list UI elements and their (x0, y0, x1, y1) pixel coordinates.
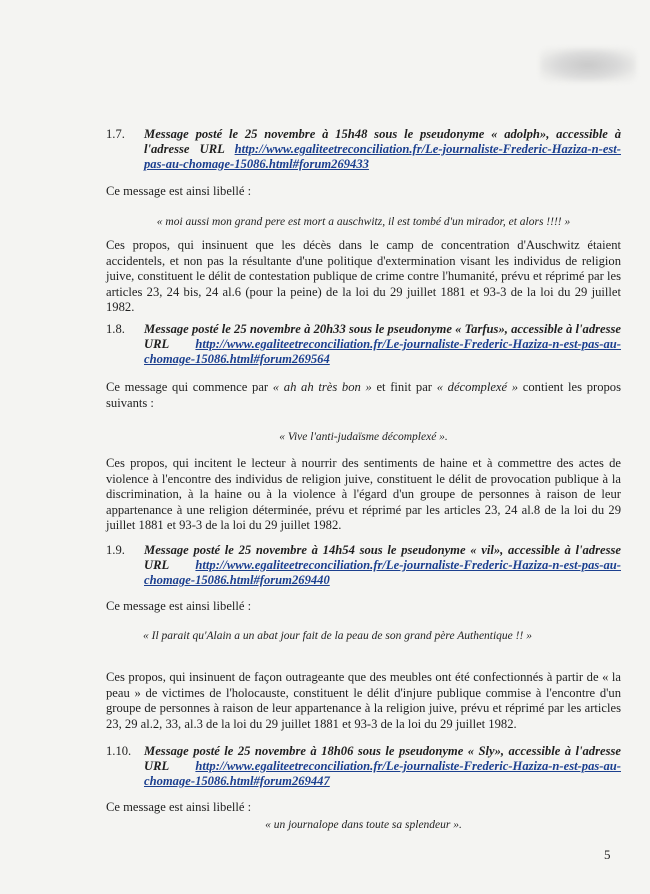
redacted-stamp (540, 48, 636, 82)
intro-text-part: Ce message qui commence par (106, 380, 273, 394)
section-title: Message posté le 25 novembre à 14h54 sous le pseudonyme « vil», accessible à l'adresse URL (144, 543, 621, 572)
quoted-message: « Vive l'anti-judaïsme décomplexé ». (279, 431, 448, 443)
intro-quote-start: « ah ah très bon » (272, 380, 372, 394)
legal-analysis: Ces propos, qui insinuent que les décès dans le camp de concentration d'Auschwitz étaient accidentels, et non pas la résultante d'une politique d'extermination visant les individus de religion juive, constituent le délit de contestation publique de crime contre l'humanité, prévu et réprimé par les articles 23, 24 bis, 24 al.6 (pour la peine) de la loi du 29 juillet 1881 et 93-3 de la loi du 29 juillet 1982. (106, 238, 621, 314)
section-heading (106, 744, 621, 789)
forum-link[interactable]: http://www.egaliteetreconciliation.fr/Le-journaliste-Frederic-Haziza-n-est-pas-au-chomage-15086.html#forum269433 (144, 142, 621, 171)
forum-link[interactable]: http://www.egaliteetreconciliation.fr/Le-journaliste-Frederic-Haziza-n-est-pas-au-chomage-15086.html#forum269564 (144, 337, 621, 366)
section-heading (106, 543, 621, 588)
legal-analysis: Ces propos, qui incitent le lecteur à nourrir des sentiments de haine et à commettre des actes de violence à l'encontre des individus de religion juive, constituent le délit de provocation publique à la discrimination, à la haine ou à la violence à l'égard d'un groupe de personnes à raison de leur appartenance à une religion déterminée, prévu et réprimé par les articles 23, 24 al.8 de la loi du 29 juillet 1881 et 93-3 de la loi du 29 juillet 1982. (106, 456, 621, 532)
section-title: Message posté le 25 novembre à 20h33 sous le pseudonyme « Tarfus», accessible à l'adresse URL (144, 322, 621, 351)
section-number: 1.10. (106, 744, 132, 758)
section-heading (106, 127, 621, 172)
section-number: 1.7. (106, 127, 125, 141)
section-number: 1.9. (106, 543, 125, 557)
section-heading (106, 322, 621, 367)
quoted-message: « un journalope dans toute sa splendeur ». (265, 819, 462, 831)
section-title: Message posté le 25 novembre à 15h48 sous le pseudonyme « adolph», accessible à l'adresse URL (144, 127, 621, 156)
intro-text: Ce message est ainsi libellé : (106, 184, 252, 198)
quoted-message: « moi aussi mon grand pere est mort a auschwitz, il est tombé d'un mirador, et alors !!!! » (156, 216, 571, 228)
intro-text: Ce message est ainsi libellé : (106, 800, 252, 814)
section-number: 1.8. (106, 322, 125, 336)
intro-text (106, 380, 621, 411)
intro-text-part: contient les propos suivants : (106, 380, 621, 410)
forum-link[interactable]: http://www.egaliteetreconciliation.fr/Le-journaliste-Frederic-Haziza-n-est-pas-au-chomage-15086.html#forum269440 (144, 558, 621, 587)
intro-quote-end: « décomplexé » (436, 380, 519, 394)
forum-link[interactable]: http://www.egaliteetreconciliation.fr/Le-journaliste-Frederic-Haziza-n-est-pas-au-chomage-15086.html#forum269447 (144, 759, 621, 788)
section-title: Message posté le 25 novembre à 18h06 sous le pseudonyme « Sly», accessible à l'adresse URL (144, 744, 621, 773)
intro-text: Ce message est ainsi libellé : (106, 599, 252, 613)
legal-analysis: Ces propos, qui insinuent de façon outrageante que des meubles ont été confectionnés à partir de « la peau » de victimes de l'holocauste, constituent le délit d'injure publique commise à l'encontre d'un groupe de personnes à raison de leur appartenance à la religion juive, prévu et réprimé par les articles 23, 29 al.2, 33, al.3 de la loi du 29 juillet 1881 et 93-3 de la loi du 29 juillet 1982. (106, 670, 621, 731)
intro-text-part: et finit par (371, 380, 437, 394)
page-number: 5 (604, 847, 611, 862)
quoted-message: « Il parait qu'Alain a un abat jour fait de la peau de son grand père Authentique !! » (143, 630, 532, 642)
